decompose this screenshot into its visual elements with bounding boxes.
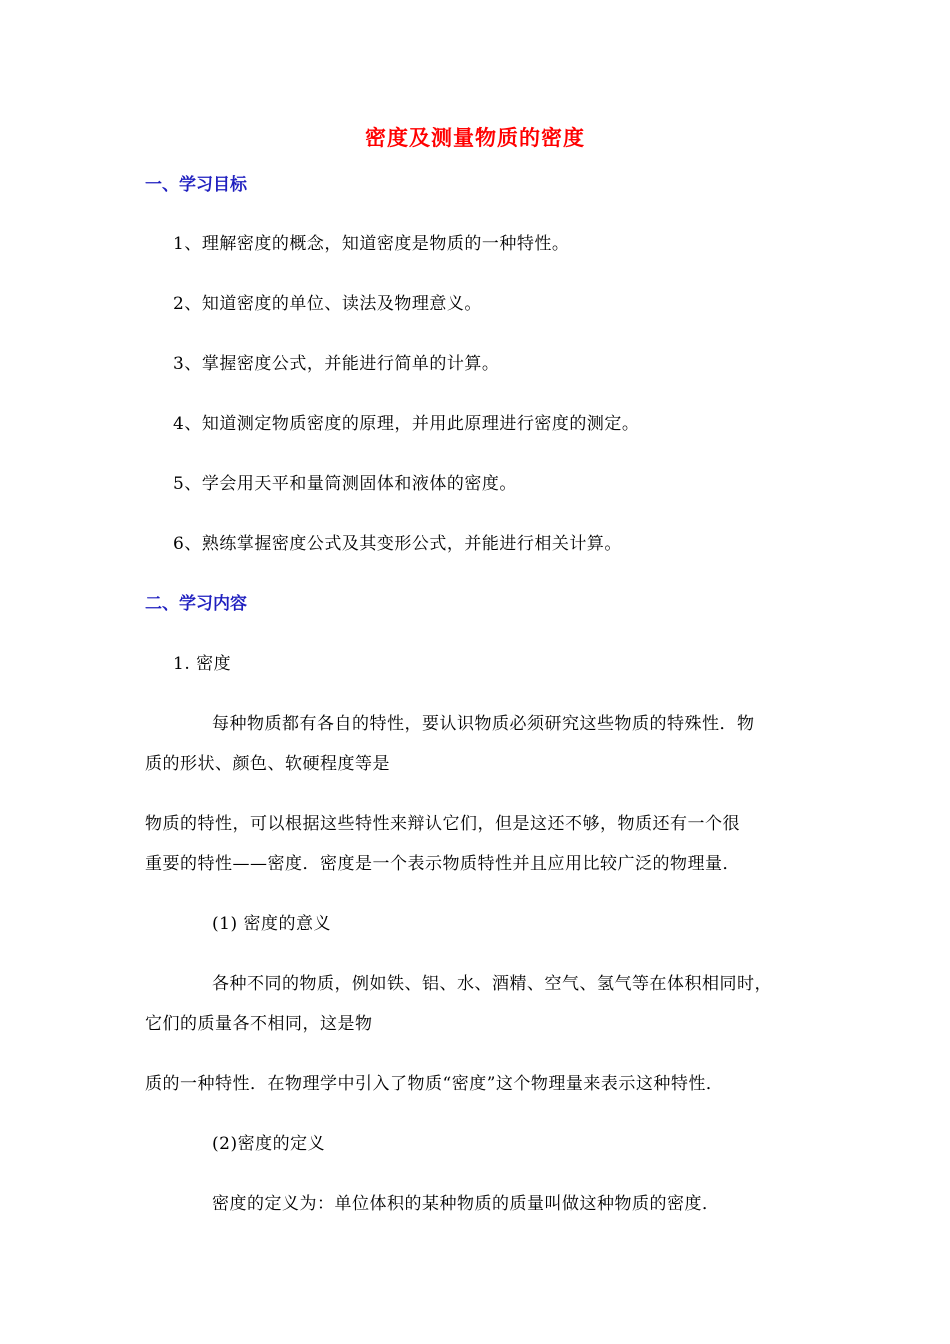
goal-item-4: 4、知道测定物质密度的原理，并用此原理进行密度的测定。 [173,414,640,434]
paragraph-1-line-1: 每种物质都有各自的特性，要认识物质必须研究这些物质的特殊性．物 [212,714,755,734]
document-title: 密度及测量物质的密度 [365,126,585,150]
subsection-title-definition: (2)密度的定义 [212,1134,326,1154]
goal-item-2: 2、知道密度的单位、读法及物理意义。 [173,294,482,314]
goal-item-3: 3、掌握密度公式，并能进行简单的计算。 [173,354,500,374]
goal-item-1: 1、理解密度的概念，知道密度是物质的一种特性。 [173,234,570,254]
paragraph-3-line-1: 各种不同的物质，例如铁、铝、水、酒精、空气、氢气等在体积相同时， [212,974,772,994]
subsection-title-meaning: (1) 密度的意义 [212,914,331,934]
paragraph-3-line-2: 它们的质量各不相同，这是物 [145,1014,373,1034]
subsection-title-density: 1. 密度 [173,654,232,674]
goal-item-6: 6、熟练掌握密度公式及其变形公式，并能进行相关计算。 [173,534,622,554]
paragraph-1-line-2: 质的形状、颜色、软硬程度等是 [145,754,390,774]
paragraph-2-line-2: 重要的特性——密度．密度是一个表示物质特性并且应用比较广泛的物理量． [145,854,740,874]
section-heading-learning-content: 二、学习内容 [145,594,247,614]
section-heading-learning-goals: 一、学习目标 [145,175,247,195]
paragraph-4-line-1: 质的一种特性．在物理学中引入了物质“密度”这个物理量来表示这种特性． [145,1074,724,1094]
goal-item-5: 5、学会用天平和量筒测固体和液体的密度。 [173,474,517,494]
paragraph-5-line-1: 密度的定义为：单位体积的某种物质的质量叫做这种物质的密度． [212,1194,720,1214]
paragraph-2-line-1: 物质的特性，可以根据这些特性来辩认它们，但是这还不够，物质还有一个很 [145,814,740,834]
